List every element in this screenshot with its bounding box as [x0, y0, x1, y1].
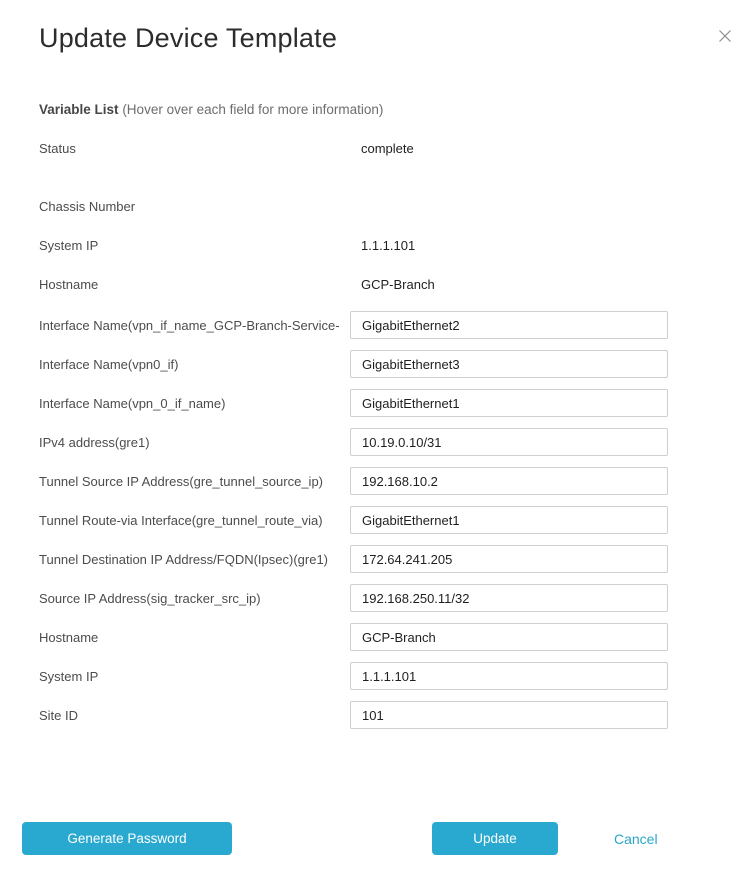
- tunnel-source-ip-label: Tunnel Source IP Address(gre_tunnel_source_ip): [39, 473, 324, 489]
- status-label: Status: [39, 140, 76, 156]
- interface-name-vpn-0-if-name-label: Interface Name(vpn_0_if_name): [39, 395, 226, 411]
- hostname-input-label: Hostname: [39, 629, 99, 645]
- variable-list-header: [39, 102, 713, 118]
- variable-list-title: Variable List: [39, 102, 119, 117]
- page-title: Update Device Template: [39, 23, 338, 53]
- sig-tracker-src-ip-label: Source IP Address(sig_tracker_src_ip): [39, 590, 261, 606]
- row-interface-name-vpn0-if: [39, 350, 668, 378]
- interface-name-vpn0-if-label: Interface Name(vpn0_if): [39, 356, 179, 372]
- variable-list: [39, 134, 668, 729]
- close-icon: [718, 29, 732, 43]
- hostname-input[interactable]: [350, 623, 668, 651]
- update-device-template-dialog: [0, 22, 752, 887]
- tunnel-destination-ip-label: Tunnel Destination IP Address/FQDN(Ipsec)(gre1): [39, 551, 329, 567]
- interface-name-vpn0-if-input[interactable]: [350, 350, 668, 378]
- variable-list-hint: (Hover over each field for more information): [122, 102, 384, 117]
- cancel-button[interactable]: Cancel: [614, 822, 658, 855]
- chassis-number-label: Chassis Number: [39, 198, 136, 214]
- system-ip-value: 1.1.1.101: [361, 237, 416, 253]
- row-sig-tracker-src-ip: [39, 584, 668, 612]
- row-interface-name-vpn-0-if-name: [39, 389, 668, 417]
- status-value: complete: [361, 140, 414, 156]
- hostname-value: GCP-Branch: [361, 276, 435, 292]
- interface-name-service-input[interactable]: [350, 311, 668, 339]
- interface-name-service-label: Interface Name(vpn_if_name_GCP-Branch-Service-: [39, 317, 340, 333]
- row-hostname-static: [39, 270, 668, 298]
- system-ip-label: System IP: [39, 237, 99, 253]
- row-tunnel-source-ip: [39, 467, 668, 495]
- tunnel-destination-ip-input[interactable]: [350, 545, 668, 573]
- generate-password-button[interactable]: Generate Password: [22, 822, 232, 855]
- row-site-id: [39, 701, 668, 729]
- row-tunnel-destination-ip: [39, 545, 668, 573]
- system-ip-input-label: System IP: [39, 668, 99, 684]
- dialog-footer: [0, 822, 752, 855]
- site-id-label: Site ID: [39, 707, 79, 723]
- tunnel-route-via-label: Tunnel Route-via Interface(gre_tunnel_route_via): [39, 512, 323, 528]
- row-chassis-number: [39, 192, 668, 220]
- hostname-label: Hostname: [39, 276, 99, 292]
- tunnel-route-via-input[interactable]: [350, 506, 668, 534]
- row-hostname-input: [39, 623, 668, 651]
- close-button[interactable]: [716, 27, 734, 45]
- system-ip-input[interactable]: [350, 662, 668, 690]
- row-ipv4-address-gre1: [39, 428, 668, 456]
- interface-name-vpn-0-if-name-input[interactable]: [350, 389, 668, 417]
- row-system-ip-input: [39, 662, 668, 690]
- sig-tracker-src-ip-input[interactable]: [350, 584, 668, 612]
- row-system-ip-static: [39, 231, 668, 259]
- ipv4-address-gre1-input[interactable]: [350, 428, 668, 456]
- tunnel-source-ip-input[interactable]: [350, 467, 668, 495]
- row-interface-name-service: [39, 311, 668, 339]
- row-status: [39, 134, 668, 162]
- site-id-input[interactable]: [350, 701, 668, 729]
- ipv4-address-gre1-label: IPv4 address(gre1): [39, 434, 150, 450]
- update-button[interactable]: Update: [432, 822, 558, 855]
- row-tunnel-route-via: [39, 506, 668, 534]
